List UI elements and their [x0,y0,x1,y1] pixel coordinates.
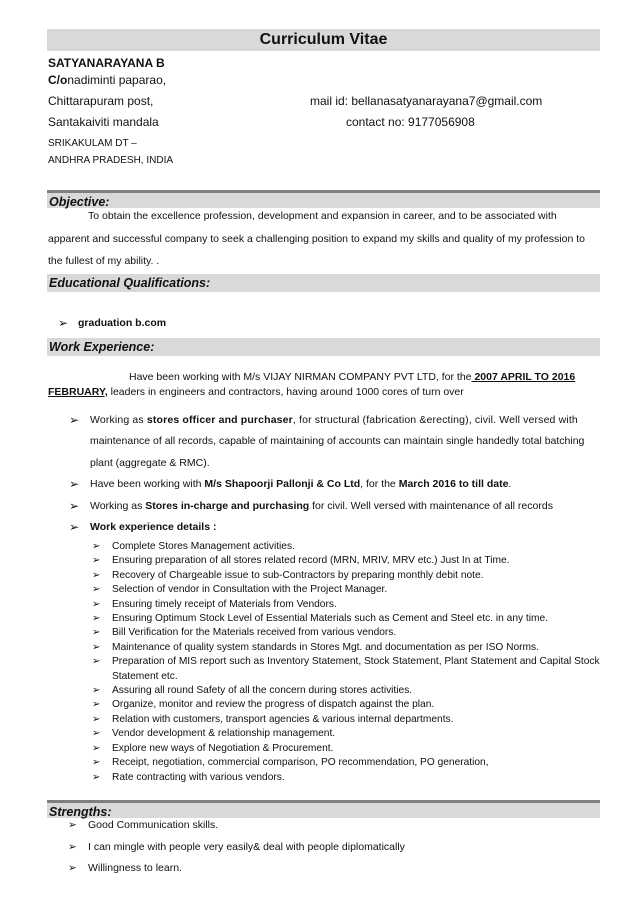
work-bullet-1-line-2: maintenance of all records, capable of maintaining of accounts can maintain single handedly total batching [90,435,585,447]
arrow-bullet-icon: ➢ [92,641,101,653]
arrow-bullet-icon: ➢ [69,499,80,513]
work-bullet-3 [90,500,553,512]
address-line-state: ANDHRA PRADESH, INDIA [48,155,174,166]
list-item [92,598,602,612]
arrow-bullet-icon: ➢ [92,742,101,754]
list-item-text: Maintenance of quality system standards in Stores Mgt. and documentation as per ISO Norms. [112,641,539,653]
work-heading: Work Experience: [47,338,600,356]
work-details-heading: Work experience details : [90,521,217,533]
page-title: Curriculum Vitae [47,29,600,51]
strengths-list [68,818,405,883]
arrow-bullet-icon: ➢ [69,413,80,427]
work-bullet-1-text-a: Working as [90,414,147,426]
list-item-text: Ensuring Optimum Stock Level of Essential Materials such as Cement and Steel etc. in any time. [112,613,548,625]
list-item-text: Ensuring timely receipt of Materials from Vendors. [112,598,337,610]
list-item-text: Receipt, negotiation, commercial comparison, PO recommendation, PO generation, [112,757,489,769]
work-bullet-2-text-e: . [508,478,512,490]
list-item [92,540,602,554]
work-bullet-1-line-3: plant (aggregate & RMC). [90,457,210,469]
list-item-text: Selection of vendor in Consultation with the Project Manager. [112,584,388,596]
arrow-bullet-icon: ➢ [92,569,101,581]
work-intro-line-2 [48,386,464,398]
work-bullet-2-company: M/s Shapoorji Pallonji & Co Ltd [204,478,361,490]
work-intro-rest: leaders in engineers and contractors, having around 1000 cores of turn over [107,386,464,398]
arrow-bullet-icon: ➢ [92,713,101,725]
arrow-bullet-icon: ➢ [92,555,101,567]
work-bullet-2-text-c: , for the [360,478,399,490]
strength-item-text: Willingness to learn. [88,862,182,874]
list-item [92,713,602,727]
work-bullet-1-line-1 [90,414,578,426]
arrow-bullet-icon: ➢ [58,316,69,330]
email-text: mail id: bellanasatyanarayana7@gmail.com [310,94,543,108]
work-intro-line-1 [129,371,575,383]
list-item [92,569,602,583]
care-of-prefix: C/o [48,73,68,87]
arrow-bullet-icon: ➢ [68,840,77,853]
strengths-heading: Strengths: [47,800,600,818]
list-item [92,655,602,684]
list-item-text: Relation with customers, transport agencies & various internal departments. [112,713,454,725]
arrow-bullet-icon: ➢ [92,656,101,668]
arrow-bullet-icon: ➢ [92,728,101,740]
strength-item-text: Good Communication skills. [88,819,219,831]
work-bullet-2-text-a: Have been working with [90,478,205,490]
arrow-bullet-icon: ➢ [68,819,77,831]
strength-item [68,840,405,862]
address-line-post: Chittarapuram post, [48,94,154,108]
work-bullet-2-period: March 2016 to till date [398,478,509,490]
list-item-text: Recovery of Chargeable issue to sub-Contractors by preparing monthly debit note. [112,569,484,581]
work-bullet-3-text-c: for civil. Well versed with maintenance of all records [309,500,553,512]
list-item-text: Assuring all round Safety of all the concern during stores activities. [112,685,413,697]
work-details-list [92,540,602,785]
work-bullet-3-role: Stores in-charge and purchasing [145,500,310,512]
arrow-bullet-icon: ➢ [69,520,80,534]
arrow-bullet-icon: ➢ [92,685,101,697]
list-item [92,626,602,640]
phone-text: contact no: 9177056908 [346,115,475,129]
arrow-bullet-icon: ➢ [69,477,80,491]
work-bullet-1-role: stores officer and purchaser [146,414,293,426]
candidate-name: SATYANARAYANA B [48,56,165,70]
work-intro-period-end: FEBRUARY, [48,386,108,398]
arrow-bullet-icon: ➢ [92,613,101,625]
work-bullet-1-text-c: , for structural (fabrication &erecting), civil. Well versed with [292,414,578,426]
list-item [92,756,602,770]
strength-item-text: I can mingle with people very easily& deal with people diplomatically [88,840,405,853]
list-item-text: Vendor development & relationship management. [112,728,336,740]
arrow-bullet-icon: ➢ [92,584,101,596]
address-care-of [48,73,166,87]
list-item [92,641,602,655]
work-bullet-3-text-a: Working as [90,500,146,512]
list-item-text: Rate contracting with various vendors. [112,771,285,783]
list-item [92,583,602,597]
list-item [92,684,602,698]
arrow-bullet-icon: ➢ [92,598,101,610]
work-bullet-2 [90,478,511,490]
list-item-text: Explore new ways of Negotiation & Procurement. [112,742,334,754]
list-item [92,742,602,756]
arrow-bullet-icon: ➢ [92,541,101,552]
list-item [92,698,602,712]
objective-line-3: the fullest of my ability. . [48,255,160,267]
list-item [92,727,602,741]
education-heading: Educational Qualifications: [47,274,600,292]
care-of-name: nadiminti paparao, [67,73,167,87]
list-item-text: Preparation of MIS report such as Inventory Statement, Stock Statement, Plant Statement and Capital Stock Statement etc. [112,656,600,682]
objective-line-1: To obtain the excellence profession, development and expansion in career, and to be associated with [88,210,557,222]
list-item-text: Complete Stores Management activities. [112,541,295,552]
address-line-mandala: Santakaiviti mandala [48,115,159,129]
list-item-text: Ensuring preparation of all stores related record (MRN, MRIV, MRV etc.) Just In at Time. [112,555,510,567]
work-intro-text: Have been working with M/s VIJAY NIRMAN COMPANY PVT LTD, for the [129,371,472,383]
list-item [92,612,602,626]
objective-heading: Objective: [47,190,600,208]
strength-item [68,861,405,883]
arrow-bullet-icon: ➢ [92,627,101,639]
strength-item [68,818,405,840]
objective-line-2: apparent and successful company to seek a challenging position to expand my skills and quality of my profession to [48,233,585,245]
list-item [92,554,602,568]
arrow-bullet-icon: ➢ [92,757,101,769]
arrow-bullet-icon: ➢ [92,771,101,783]
list-item-text: Organize, monitor and review the progress of dispatch against the plan. [112,699,435,711]
list-item-text: Bill Verification for the Materials received from various vendors. [112,627,397,639]
arrow-bullet-icon: ➢ [92,699,101,711]
education-item: graduation b.com [78,317,167,329]
work-intro-period-start: 2007 APRIL TO 2016 [471,371,576,383]
arrow-bullet-icon: ➢ [68,862,77,874]
address-line-district: SRIKAKULAM DT – [48,138,137,149]
list-item [92,771,602,785]
